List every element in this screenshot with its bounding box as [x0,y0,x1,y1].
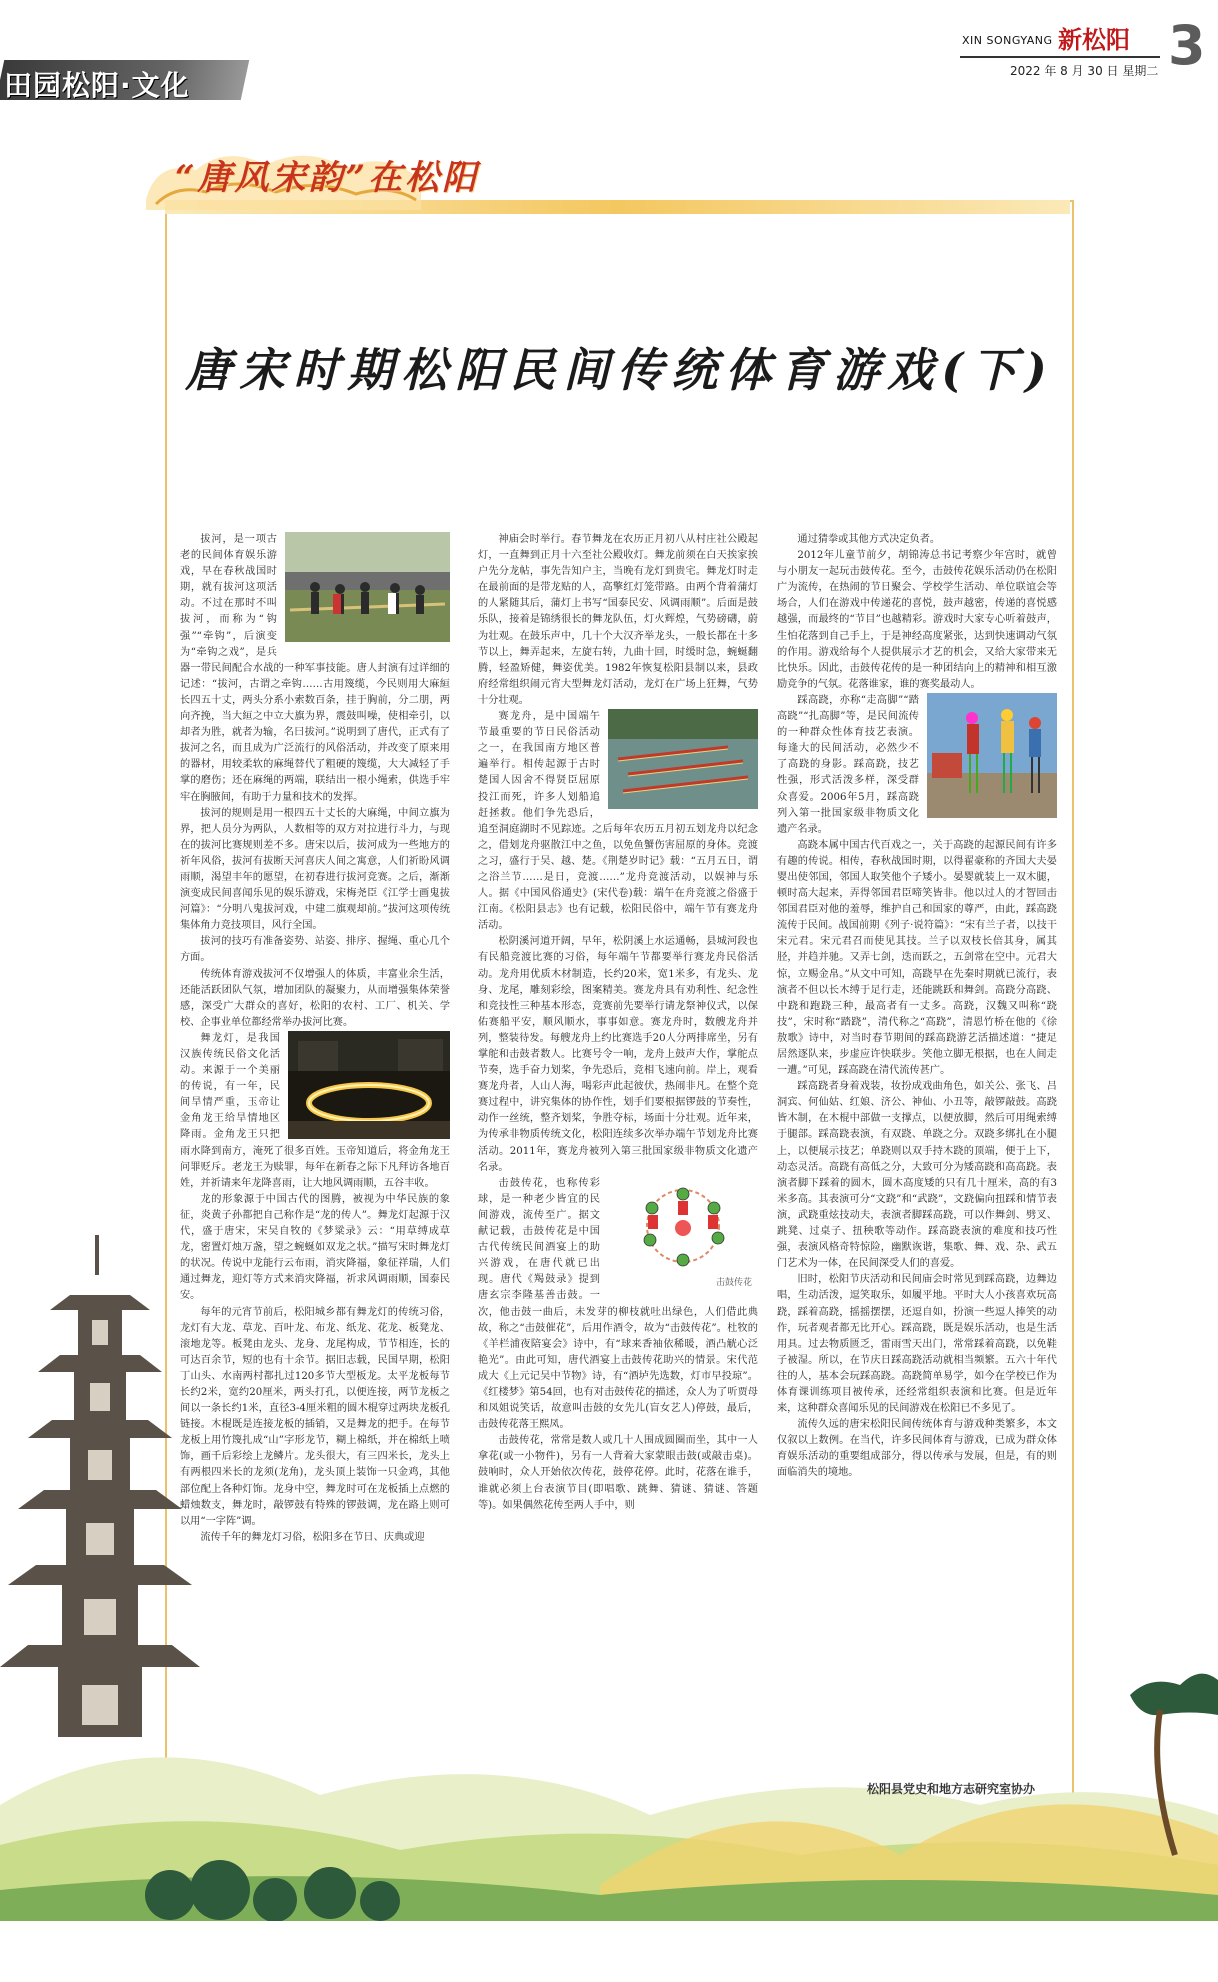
paragraph: 高跷本属中国古代百戏之一，关于高跷的起源民间有许多有趣的传说。相传，春秋战国时期，以得翟豪称的齐国大夫晏婴出使邻国，邻国人取笑他个子矮小。晏婴就装上一双木腿，顿时高大起来，弄得邻国君臣啼笑皆非。他以过人的才智回击邻国君臣对他的羞辱，维护自己和国家的尊严，由此，踩高跷流传于民间。战国前期《列子·说符篇》：“宋有兰子者，以技干宋元君。宋元君召而使见其技。兰子以双枝长倍其身，属其胫，并趋并驰。又弄七剑，迭而跃之，五剑常在空中。元君大惊，立赐金帛。”从文中可知，高跷早在先秦时期就已流行，表演者不但以长木缚于足行走，还能跳跃和舞剑。高跷分高跷、中跷和跑跷三种，最高者有一丈多。高跷，汉魏又叫称“跷技”，宋时称“踏跷”，清代称之“高跷”，清恩竹桥在他的《徐敖歌》诗中，对当时春节期间的踩高跷游艺活描述道：“捷足居然逐队来，步虚应许快联步。笑他立脚无根据，也在人间走一遭。”可见，踩高跷在清代流传甚广。 [777,839,1057,1077]
paragraph: 拔河，是一项古老的民间体育娱乐游戏，早在春秋战国时期，就有拔河这项活动。不过在那时不叫拔河，而称为“钩强”“牵钩”，后演变为“牵钩之戏”，是兵器一带民间配合水战的一种军事技能。唐人封演有过详细的记述：“拔河，古谓之牵钩……古用篾缆，今民则用大麻絙长四五十丈，两头分系小索数百条，挂于胸前，分二朋，两向齐挽，当大絙之中立大旗为界，震鼓叫噪，使相牵引，以却者为胜，就者为输，名曰拔河。”说明到了唐代，正式有了拔河之名，而且成为广泛流行的风俗活动，并改变了原来用的器材，用较柔软的麻绳替代了粗硬的篾缆，大大减轻了手掌的磨伤；还在麻绳的两端，联结出一根小绳索，供选手牢牢在胸腋间，有助于力量和技术的发挥。 [180,534,450,803]
paragraph: 踩高跷者身着戏装，妆扮成戏曲角色，如关公、张飞、吕洞宾、何仙姑、红娘、济公、神仙、小丑等，敲锣敲鼓。高跷皆木制，在木棍中部做一支撑点，以便放脚，然后可用绳索缚于腿部。踩高跷表演，有双跷、单跷之分。双跷多绑扎在小腿上，以便展示技艺；单跷则以双手持木跷的顶端，便于上下，动态灵活。高跷有高低之分，大致可分为矮高跷和高高跷。表演者脚下踩着的圆木，圆木高度矮的只有几十厘米，高的有3米多高。其表演可分“文跷”和“武跷”，文跷偏向扭踩和情节表演，武跷重炫技动夫，表演者脚踩高跷，可以作舞剑、劈叉、跳凳、过桌子、扭秧歌等动作。踩高跷表演的难度和技巧性强，表演风格奇特惊险，幽默诙谐，集歌、舞、戏、杂、武五门艺术为一体，在民间深受人们的喜爱。 [777,1081,1057,1270]
stilt-walking-photo [927,693,1057,818]
sponsor-credit: 松阳县党史和地方志研究室协办 [867,1782,1036,1796]
paragraph: 通过猜拳或其他方式决定负者。 [797,534,941,545]
illustration-caption: 击鼓传花 [715,1277,752,1288]
paragraph: 流传千年的舞龙灯习俗，松阳多在节日、庆典或迎 [200,1531,425,1543]
paragraph: 龙的形象源于中国古代的图腾，被视为中华民族的象征，炎黄子孙都把自己称作是“龙的传人”。舞龙灯起源于汉代，盛于唐宋，宋吴自牧的《梦粱录》云：“用草缚成草龙，密置灯烛万盏，望之蜿蜒如双龙之状。”描写宋时舞龙灯的状况。传说中龙能行云布雨，消灾降福，象征祥瑞，人们通过舞龙，迎灯等方式来消灾降福，祈求风调雨顺，国泰民安。 [180,1193,450,1302]
masthead-rule [960,56,1160,58]
paragraph: 旧时，松阳节庆活动和民间庙会时常见到踩高跷，边舞边唱，生动活泼，逗笑取乐，如履平地。平时大人小孩喜欢玩高跷，踩着高跷，摇摇摆摆，还逗自如，扮演一些逗人捧笑的动作，玩者观者都无比开心。踩高跷，既是娱乐活动，也是生活用具。过去物质匮乏，雷雨雪天出门，常常踩着高跷，以免鞋子被湿。所以，在节庆日踩高跷活动就相当频繁。五六十年代往的人，基本会玩踩高跷。高跷简单易学，如今在学校已作为体育课训练项目被传承，还经常组织表演和比赛。但是近年来，这种群众喜闻乐见的民间游戏在松阳已不多见了。 [777,1274,1057,1415]
issue-date: 2022 年 8 月 30 日 星期二 [1010,64,1159,78]
paragraph: 神庙会时举行。春节舞龙在农历正月初八从村庄社公殿起灯，一直舞到正月十六至社公殿收灯。舞龙前须在白天挨家挨户先分龙帖，事先告知户主，当晚有龙灯到贵宅。舞龙灯时走在最前面的是带龙贴的人，高擎红灯笼带路。由两个背着蒲灯的人紧随其后，蒲灯上书写“国泰民安、风调雨顺”。后面是鼓乐队，接着是锦绣很长的舞龙队伍，灯火辉煌，气势磅礴，蔚为壮观。在鼓乐声中，几十个大汉齐举龙头，一般长都在十多节以上，舞弄起来，左旋右转，九曲十回，时缓时急，蜿蜒翻腾，轻盈矫健，舞姿优美。1982年恢复松阳县制以来，县政府经常组织闹元宵大型舞龙灯活动，龙灯在广场上狂舞，气势十分壮观。 [478,534,758,706]
paragraph: 传统体育游戏拔河不仅增强人的体质，丰富业余生活，还能活跃团队气氛，增加团队的凝聚力，从而增强集体荣誉感，深受广大群众的喜好，松阳的农村、工厂、机关、学校、企事业单位都经常举办拔河比赛。 [180,968,450,1028]
paragraph: 踩高跷，亦称“走高脚”“踏高跷”“扎高脚”等，是民间流传的一种群众性体育技艺表演。每逢大的民间活动，必然少不了高跷的身影。踩高跷，技艺性强，形式活泼多样，深受群众喜爱。2006年5月，踩高跷列入第一批国家级非物质文化遗产名录。 [777,694,919,835]
paragraph: 击鼓传花，也称传彩球，是一种老少皆宜的民间游戏，流传至广。据文献记载，击鼓传花是中国古代传统民间酒宴上的助兴游戏，在唐代就已出现。唐代《羯鼓录》提到唐玄宗李隆基善击鼓。一次，他击鼓一曲后，未发芽的柳枝就吐出绿色，人们借此典故，称之“击鼓催花”，后用作酒令，故为“击鼓传花”。杜牧的《羊栏浦夜陪宴会》诗中，有“球来香袖依稀暖，酒凸觥心泛艳光”。由此可知，唐代酒宴上击鼓传花助兴的情景。宋代范成大《上元记吴中节物》诗，有“酒垆先选数，灯市早投琼”。《红楼梦》第54回，也有对击鼓传花的描述，众人为了听贾母和凤姐说笑话，故意叫击鼓的女先儿(盲女艺人)停鼓，最后，击鼓传花落王熙凤。 [478,1177,758,1431]
article-title: 唐宋时期松阳民间传统体育游戏(下) [185,343,1055,397]
paragraph: 赛龙舟，是中国端午节最重要的节日民俗活动之一，在我国南方地区普遍举行。相传起源于古时楚国人因舍不得贤臣屈原投江而死，许多人划船追赶拯救。他们争先恐后，追至洞庭湖时不见踪迹。之后每年农历五月初五划龙舟以纪念之，借划龙舟驱散江中之鱼，以免鱼蟹伤害屈原的身体。竞渡之习，盛行于吴、越、楚。《荆楚岁时记》载：“五月五日，谓之浴兰节……是日，竞渡……”龙舟竞渡活动，以娱神与乐人。据《中国风俗通史》(宋代卷)载：端午在舟竞渡之俗盛于江南。《松阳县志》也有记载，松阳民俗中，端午节有赛龙舟活动。 [478,711,758,932]
drum-pass-flower-illustration [608,1176,758,1294]
paragraph: 击鼓传花，常常是数人或几十人围成圆圈而坐，其中一人拿花(或一小物件)，另有一人背着大家蒙眼击鼓(或敲击桌)。鼓响时，众人开始依次传花，鼓停花停。此时，花落在谁手，谁就必须上台表演节目(即唱歌、跳舞、猜谜、猜谜、答题等)。如果偶然花传至两人手中，则 [478,1435,758,1511]
dragon-boat-race-photo [608,709,758,809]
section-label: 田园松阳·文化 [4,69,190,102]
paragraph: 流传久远的唐宋松阳民间传统体育与游戏种类繁多，本文仅叙以上数例。在当代，许多民间体育与游戏，已成为群众体育娱乐活动的重要组成部分，得以传承与发展，但是，有的则面临消失的境地。 [777,1419,1057,1479]
brand-logo: 新松阳 [1058,25,1130,54]
paragraph: 每年的元宵节前后，松阳城乡都有舞龙灯的传统习俗，龙灯有大龙、草龙、百叶龙、布龙、纸龙、花龙、板凳龙、滚地龙等。板凳由龙头、龙身、龙尾构成，节节相连，长的可达百余节，短的也有十余节。据旧志载，民国早期，松阳丁山头、水南两村都扎过120多节大型板龙。太平龙板每节长约2米，宽约20厘米，两头打孔，以便连接，两节龙板之间以一条长约1米，直径3-4厘米粗的圆木棍穿过两块龙板孔链接。木棍既是连接龙板的插销，又是舞龙的把手。在每节龙板上用竹篾扎成“山”字形龙节，糊上棉纸，并在棉纸上喷饰，画千后彩绘上龙鳞片。龙头很大，有三四米长，龙头上有两根四米长的龙须(龙角)，龙头顶上装饰一只金鸡，其他部位配上各种灯饰。龙身中空，舞龙时可在龙板插上点燃的蜡烛数支，舞龙时，敲锣鼓有特殊的锣鼓调，龙在路上则可以用“一字阵”调。 [180,1306,450,1527]
paragraph: 拔河的技巧有准备姿势、站姿、排序、握绳、重心几个方面。 [180,936,450,964]
paragraph: 2012年儿童节前夕，胡锦涛总书记考察少年宫时，就曾与小朋友一起玩击鼓传花。至今，击鼓传花娱乐活动仍在松阳广为流传，在热闹的节日聚会、学校学生活动、单位联谊会等场合，人们在游戏中传递花的喜悦，鼓声越密，传递的喜悦感越强，而最终的“节目”也越精彩。游戏时大家专心听着鼓声，生怕花落到自己手上，于是神经高度紧张，达到快速调动气氛的作用。游戏给每个人提供展示才艺的机会，又给大家带来无比快乐。因此，击鼓传花传的是一种团结向上的精神和相互激励竞争的气氛。花落谁家，谁的赛奖最动人。 [777,550,1057,690]
dragon-lantern-night-photo [288,1031,450,1139]
landscape-decoration [0,1655,1218,1921]
paragraph: 松阴溪河道开阔，早年，松阴溪上水运通畅，县城河段也有民船竞渡比赛的习俗，每年端午节都要举行赛龙舟民俗活动。龙舟用优质木材制造，长约20米，宽1米多，有龙头、龙身、龙尾，雕刻彩绘，图案精美。赛龙舟具有劝利性、纪念性和竞技性三种基本形态，竞赛前先要举行请龙祭神仪式，以保佑赛船平安，顺风顺水，事事如意。赛龙舟时，数艘龙舟并列，整装待发。每艘龙舟上约比赛选手20人分两排席坐，另有掌舵和击鼓者数人。比赛号令一响，龙舟上鼓声大作，掌舵点节奏，选手奋力划桨，争先恐后，竞相飞速向前。岸上，观看赛龙舟者，人山人海，喝彩声此起彼伏，热闹非凡。在整个竞赛过程中，讲究集体的协作性，划手们要根据锣鼓的节奏性，动作一丝统，整齐划桨，争胜夺标，场面十分壮观。近年来，为传承非物质传统文化，松阳连续多次举办端午节划龙舟比赛活动。2011年，赛龙舟被列入第三批国家级非物质文化遗产名录。 [478,936,758,1173]
tug-of-war-photo [285,532,450,642]
paragraph: 拔河的规则是用一根四五十丈长的大麻绳，中间立旗为界，把人员分为两队，人数相等的双方对拉进行斗力，与现在的拔河比赛规则差不多。唐宋以后，拔河成为一些地方的祈年风俗，拔河有拔断天河喜庆人间之寓意，人们祈盼风调雨顺，渴望丰年的愿望，在初春进行拔河竞赛。之后，渐渐演变成民间喜闻乐见的娱乐游戏，宋梅尧臣《江学士画鬼拔河篇》：“分明八鬼拔河戏，中建二旗观却前。”拔河这项传统集体角力竞技项目，风行全国。 [180,807,450,932]
brand-en: XIN SONGYANG [962,34,1053,47]
paragraph: 舞龙灯，是我国汉族传统民俗文化活动。来源于一个美丽的传说，有一年，民间旱情严重，玉帝让金角龙王给旱情地区降雨。金角龙王只把雨水降到南方，淹死了很多百姓。玉帝知道后，将金角龙王问罪贬斥。老龙王为赎罪，每年在新春之际下凡拜访各地百姓，并祈请来年龙降喜雨，让大地风调雨顺，五谷丰收。 [180,1032,450,1189]
banner-title: “唐风宋韵”在松阳 [175,158,480,198]
page-number: 3 [1168,14,1206,77]
